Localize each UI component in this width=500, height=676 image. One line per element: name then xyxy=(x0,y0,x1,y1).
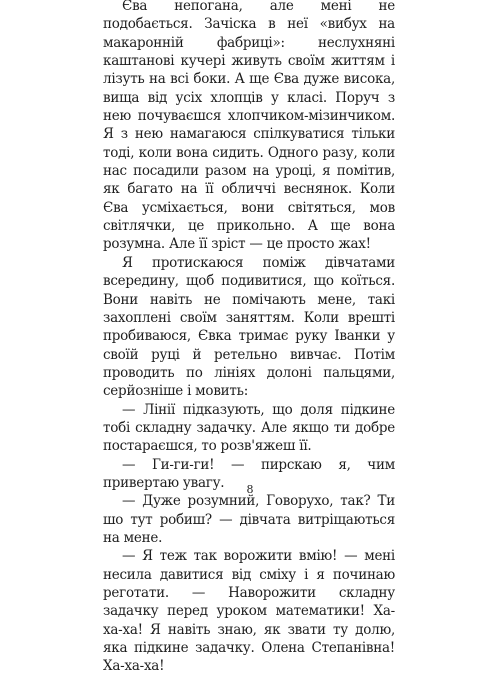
page-number: 8 xyxy=(246,483,254,496)
paragraph-eva-description: Єва непогана, але мені не подобається. Зачіска в неї «вибух на макаронній фабриці»: неслухняні каштанові кучері живуть своїм життям і лізуть на всі боки. А ще Єва дуже висока, вища від усіх хлопців у класі. Поруч з нею почуваєшся хлопчиком-мізинчиком. Я з нею намагаюся спілкуватися тільки тоді, коли вона сидить. Одного разу, коли нас посадили разом на уроці, я помітив, як багато на її обличчі веснянок. Коли Єва усміхається, вони світяться, мов світлячки, це прикольно. А ще вона розумна. Але її зріст — це просто жах! xyxy=(103,0,395,253)
paragraph-squeezing-in: Я протискаюся поміж дівчатами всередину, щоб подивитися, що коїться. Вони навіть не помічають мене, такі захоплені своїм заняттям. Коли врешті пробиваюся, Євка тримає руку Іванки у своїй руці й ретельно вивчає. Потім проводить по лініях долоні пальцями, серйозніше і мовить: xyxy=(103,254,395,400)
paragraph-girls-stare: — Дуже розумний, Говорухо, так? Ти шо тут робиш? — дівчата витріщаються на мене. xyxy=(103,493,395,546)
body-text xyxy=(103,0,395,676)
paragraph-laughing: — Я теж так ворожити вмію! — мені несила давитися від сміху і я починаю реготати. — Наворожити складну задачку перед уроком математики! Ха-ха-ха! Я навіть знаю, як звати ту долю, яка підкине задачку. Олена Степанівна! Ха-ха-ха! xyxy=(103,548,395,675)
paragraph-lines-prediction: — Лінії підказують, що доля підкине тобі складну задачку. Але якщо ти добре постараєшся, то розв'яжеш її. xyxy=(103,401,395,455)
paragraph-giggle: — Ги-ги-ги! — пирскаю я, чим привертаю увагу. xyxy=(103,456,395,491)
